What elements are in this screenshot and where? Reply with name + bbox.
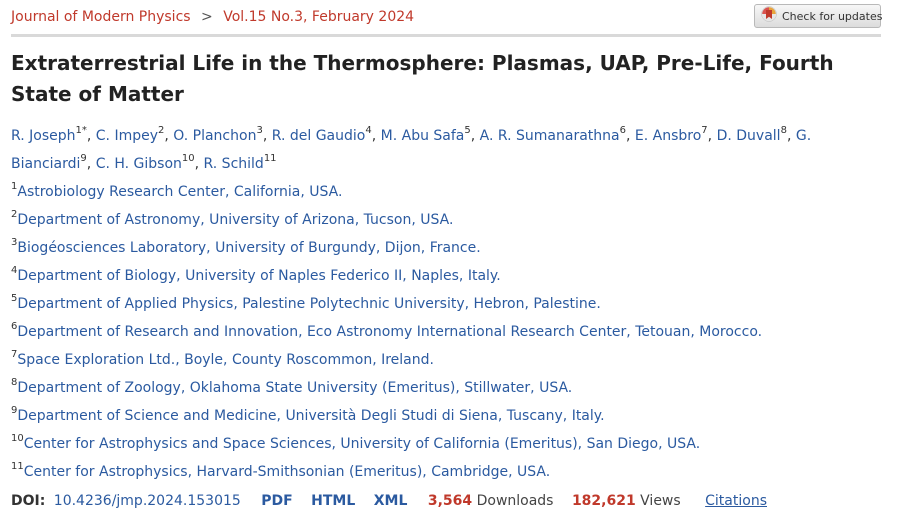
breadcrumb (11, 9, 414, 25)
views-count: 182,621 (571, 493, 636, 509)
affiliation-text[interactable]: Department of Science and Medicine, Università Degli Studi di Siena, Tuscany, Italy. (17, 408, 605, 424)
affiliation-item (11, 178, 881, 206)
author-affiliation-marker: 7 (701, 125, 708, 137)
html-link[interactable]: HTML (311, 493, 356, 509)
crossmark-icon (761, 6, 777, 26)
xml-link[interactable]: XML (373, 493, 408, 509)
author-link[interactable]: E. Ansbro (634, 128, 702, 144)
affiliation-item (11, 346, 881, 374)
author-affiliation-marker: 6 (619, 125, 626, 137)
citations-link[interactable]: Citations (705, 493, 767, 509)
affiliation-number: 4 (11, 265, 18, 277)
downloads-label: Downloads (476, 493, 554, 509)
affiliation-text[interactable]: Department of Research and Innovation, Eco Astronomy International Research Center, Tetouan, Morocco. (17, 324, 763, 340)
affiliation-item (11, 206, 881, 234)
affiliation-number: 3 (11, 237, 18, 249)
affiliation-text[interactable]: Department of Zoology, Oklahoma State University (Emeritus), Stillwater, USA. (17, 380, 573, 396)
author-affiliation-marker: 5 (464, 125, 471, 137)
journal-link[interactable]: Journal of Modern Physics (11, 9, 191, 25)
affiliation-text[interactable]: Department of Biology, University of Naples Federico II, Naples, Italy. (17, 268, 501, 284)
affiliation-number: 6 (11, 321, 18, 333)
author-link[interactable]: C. H. Gibson (95, 156, 182, 172)
affiliation-text[interactable]: Center for Astrophysics, Harvard-Smithsonian (Emeritus), Cambridge, USA. (23, 464, 551, 480)
author-affiliation-marker: 4 (365, 125, 372, 137)
article-meta-row (11, 487, 767, 515)
author-link[interactable]: R. del Gaudio (271, 128, 366, 144)
affiliation-item (11, 430, 881, 458)
affiliation-item (11, 318, 881, 346)
affiliation-number: 5 (11, 293, 18, 305)
author-affiliation-marker: 9 (80, 153, 87, 165)
affiliation-number: 7 (11, 349, 18, 361)
affiliation-text[interactable]: Center for Astrophysics and Space Sciences, University of California (Emeritus), San Diego, USA. (23, 436, 701, 452)
affiliation-text[interactable]: Space Exploration Ltd., Boyle, County Roscommon, Ireland. (17, 352, 434, 368)
breadcrumb-separator: > (201, 9, 213, 25)
affiliation-text[interactable]: Biogéosciences Laboratory, University of Burgundy, Dijon, France. (17, 240, 481, 256)
author-link[interactable]: M. Abu Safa (380, 128, 465, 144)
author-link[interactable]: D. Duvall (716, 128, 781, 144)
author-link[interactable]: G. Bianciardi (11, 128, 812, 172)
doi-link[interactable]: 10.4236/jmp.2024.153015 (53, 493, 241, 509)
author-link[interactable]: R. Schild (203, 156, 264, 172)
author-affiliation-marker: 2 (158, 125, 165, 137)
affiliation-item (11, 374, 881, 402)
doi-label: DOI: (11, 493, 46, 509)
affiliation-item (11, 290, 881, 318)
affiliation-number: 9 (11, 405, 18, 417)
affiliation-item (11, 402, 881, 430)
article-title: Extraterrestrial Life in the Thermosphere: Plasmas, UAP, Pre-Life, Fourth State of Matter (11, 51, 834, 106)
author-link[interactable]: R. Joseph (11, 128, 76, 144)
issue-link[interactable]: Vol.15 No.3, February 2024 (223, 9, 415, 25)
affiliation-list (11, 178, 881, 486)
downloads-count: 3,564 (427, 493, 473, 509)
affiliation-number: 11 (11, 461, 24, 473)
affiliation-item (11, 234, 881, 262)
check-for-updates-label: Check for updates (782, 9, 883, 23)
pdf-link[interactable]: PDF (261, 493, 293, 509)
affiliation-number: 8 (11, 377, 18, 389)
affiliation-text[interactable]: Department of Astronomy, University of Arizona, Tucson, USA. (17, 212, 454, 228)
views-label: Views (640, 493, 681, 509)
affiliation-text[interactable]: Department of Applied Physics, Palestine Polytechnic University, Hebron, Palestine. (17, 296, 601, 312)
affiliation-number: 2 (11, 209, 18, 221)
author-affiliation-marker: 11 (263, 153, 277, 165)
affiliation-item (11, 458, 881, 486)
affiliation-item (11, 262, 881, 290)
author-affiliation-marker: 8 (780, 125, 787, 137)
author-affiliation-marker: 1* (75, 125, 87, 137)
check-for-updates-button[interactable] (754, 4, 881, 28)
author-link[interactable]: O. Planchon (173, 128, 257, 144)
affiliation-text[interactable]: Astrobiology Research Center, California, USA. (17, 184, 343, 200)
affiliation-number: 1 (11, 181, 18, 193)
affiliation-number: 10 (11, 433, 24, 445)
author-link[interactable]: C. Impey (95, 128, 159, 144)
author-affiliation-marker: 3 (256, 125, 263, 137)
author-affiliation-marker: 10 (181, 153, 195, 165)
top-bar (11, 0, 881, 37)
author-link[interactable]: A. R. Sumanarathna (479, 128, 620, 144)
author-list: R. Joseph$^{1*}$, C. Impey$^2$, O. Planchon$^3$, R. del Gaudio$^4$, M. Abu Safa$^5$, A. R. Sumanarathna$^6$, E. Ansbro$^7$, D. Duvall$^8$, G. Bianciardi$^9$, C. H. Gibson$^{10}$, R. Schild$^{11}$ (11, 125, 812, 172)
